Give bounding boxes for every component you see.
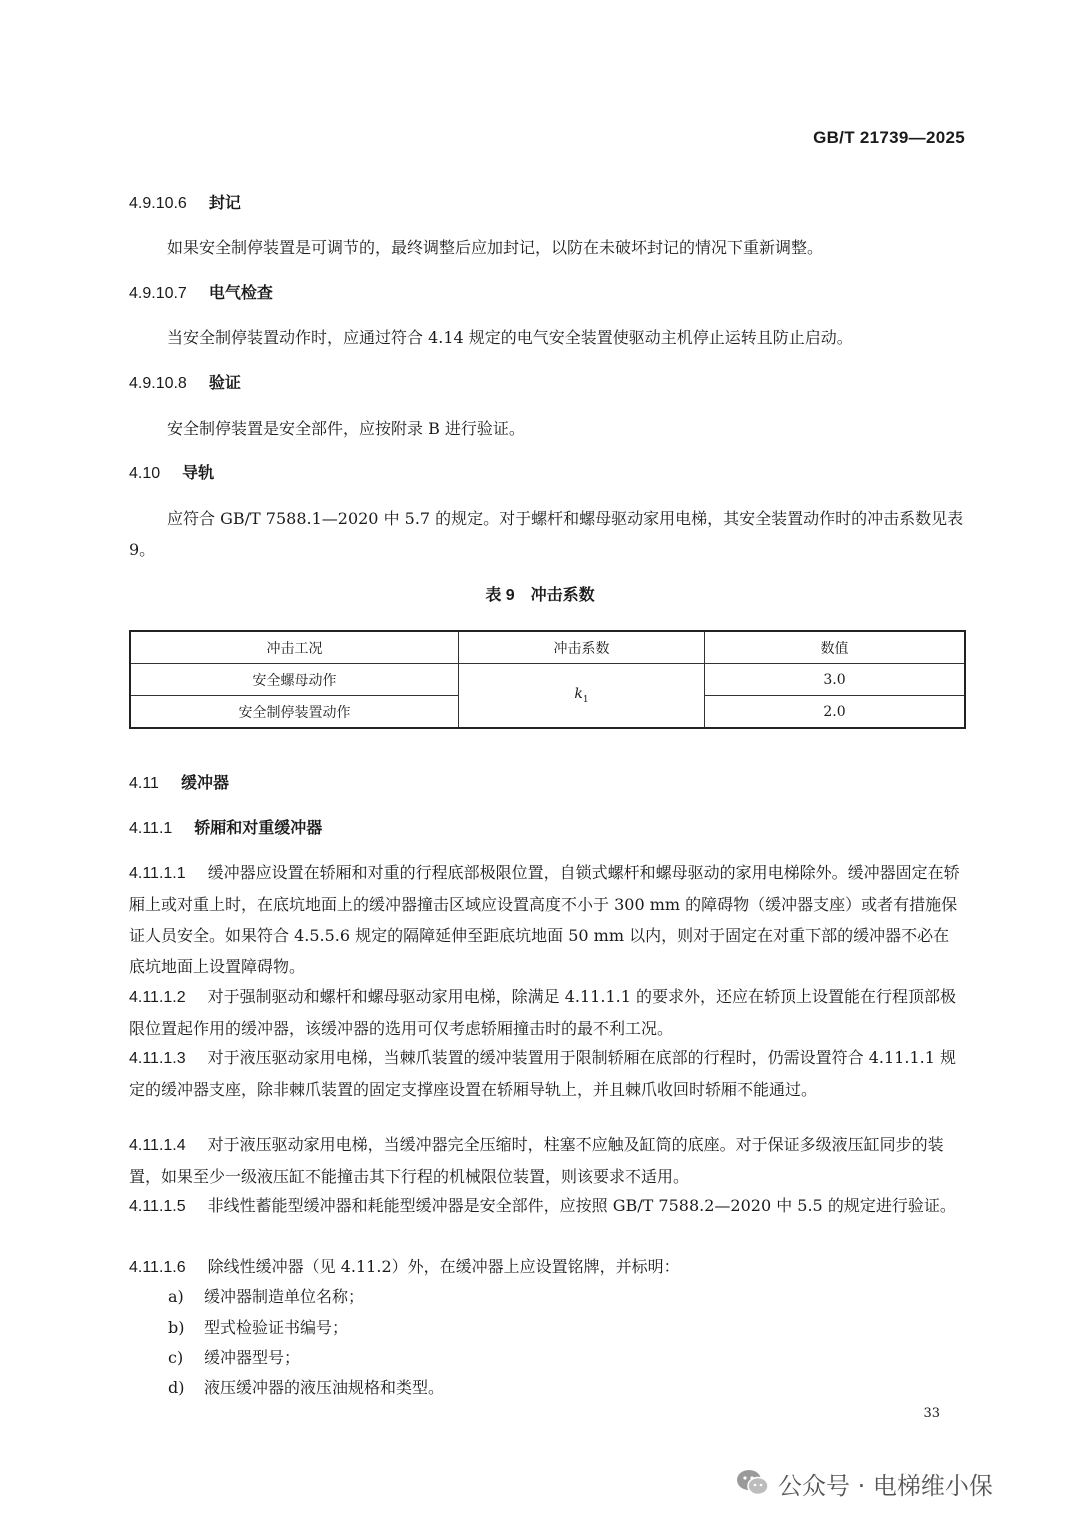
section-number: 4.9.10.8 [129,375,187,392]
heading-4-9-10-6 [129,193,241,215]
section-number: 4.11.1 [129,820,173,837]
heading-4-9-10-8 [129,373,241,395]
clause-4-11-1-3 [129,1042,965,1105]
clause-4-11-1-5 [129,1190,965,1222]
table-cell: 安全螺母动作 [130,664,459,696]
clause-4-11-1-1 [129,857,965,982]
wechat-icon [736,1468,770,1498]
standard-code: GB/T 21739—2025 [813,128,965,147]
clause-number: 4.11.1.4 [129,1137,186,1154]
table-header-row [130,631,965,664]
section-title: 电气检查 [208,285,273,302]
list-marker: d) [168,1378,185,1397]
heading-4-9-10-7 [129,283,273,305]
clause-4-11-1-4 [129,1129,965,1192]
section-title: 缓冲器 [180,775,229,792]
list-text: 缓冲器制造单位名称； [204,1287,365,1306]
clause-4-11-1-2 [129,981,965,1044]
section-number: 4.9.10.6 [129,195,187,212]
column-header: 冲击系数 [459,631,705,664]
clause-number: 4.11.1.1 [129,865,186,882]
list-item [168,1316,348,1340]
clause-text: 对于液压驱动家用电梯，当缓冲器完全压缩时，柱塞不应触及缸筒的底座。对于保证多级液压缸同步的装置，如果至少一级液压缸不能撞击其下行程的机械限位装置，则该要求不适用。 [129,1135,944,1186]
clause-text: 非线性蓄能型缓冲器和耗能型缓冲器是安全部件，应按照 GB/T 7588.2—2020 中 5.5 的规定进行验证。 [207,1196,956,1215]
clause-4-11-1-6 [129,1251,965,1283]
table-cell: 安全制停装置动作 [130,696,459,729]
heading-4-11-1 [129,818,322,840]
page-number: 33 [923,1406,940,1421]
table-cell: 2.0 [705,696,966,729]
list-marker: a) [168,1287,184,1306]
paragraph-4-9-10-6: 如果安全制停装置是可调节的，最终调整后应加封记，以防在未破坏封记的情况下重新调整。 [167,238,824,257]
paragraph-4-10: 应符合 GB/T 7588.1—2020 中 5.7 的规定。对于螺杆和螺母驱动家用电梯，其安全装置动作时的冲击系数见表 9。 [129,509,964,559]
clause-number: 4.11.1.6 [129,1259,186,1276]
section-number: 4.11 [129,775,159,792]
section-title: 验证 [208,375,241,392]
section-number: 4.10 [129,465,161,482]
coefficient-symbol: k [574,686,583,703]
table-row [130,664,965,696]
paragraph-4-9-10-8: 安全制停装置是安全部件，应按附录 B 进行验证。 [167,419,525,438]
clause-number: 4.11.1.2 [129,989,186,1006]
clause-number: 4.11.1.3 [129,1050,186,1067]
paragraph-4-9-10-7: 当安全制停装置动作时，应通过符合 4.14 规定的电气安全装置使驱动主机停止运转且防止启动。 [167,328,853,347]
list-text: 型式检验证书编号； [204,1318,349,1337]
section-title: 封记 [208,195,241,212]
heading-4-10 [129,463,214,485]
list-text: 液压缓冲器的液压油规格和类型。 [204,1378,445,1397]
list-text: 缓冲器型号； [204,1348,301,1367]
clause-text: 对于液压驱动家用电梯，当棘爪装置的缓冲装置用于限制轿厢在底部的行程时，仍需设置符合 4.11.1.1 规定的缓冲器支座，除非棘爪装置的固定支撑座设置在轿厢导轨上，并且棘爪收回时轿厢不能通过。 [129,1048,956,1099]
list-marker: c) [168,1348,184,1367]
column-header: 数值 [705,631,966,664]
column-header: 冲击工况 [130,631,459,664]
clause-text: 缓冲器应设置在轿厢和对重的行程底部极限位置，自锁式螺杆和螺母驱动的家用电梯除外。缓冲器固定在轿厢上或对重上时，在底坑地面上的缓冲器撞击区域应设置高度不小于 300 mm 的障碍物（缓冲器支座）或者有措施保证人员安全。如果符合 4.5.5.6 规定的隔障延伸至距底坑地面 50 mm 以内，则对于固定在对重下部的缓冲器不必在底坑地面上设置障碍物。 [129,863,960,976]
clause-number: 4.11.1.5 [129,1198,186,1215]
heading-4-11 [129,773,229,795]
section-number: 4.9.10.7 [129,285,187,302]
section-title: 导轨 [182,465,215,482]
list-marker: b) [168,1318,185,1337]
impact-coefficient-table [129,630,966,729]
clause-text: 除线性缓冲器（见 4.11.2）外，在缓冲器上应设置铭牌，并标明： [207,1257,680,1276]
watermark [736,1463,993,1503]
coefficient-symbol-cell [459,664,705,729]
table-cell: 3.0 [705,664,966,696]
table-caption: 表 9 冲击系数 [485,587,595,604]
coefficient-subscript: 1 [582,694,589,705]
clause-text: 对于强制驱动和螺杆和螺母驱动家用电梯，除满足 4.11.1.1 的要求外，还应在轿顶上设置能在行程顶部极限位置起作用的缓冲器，该缓冲器的选用可仅考虑轿厢撞击时的最不利工况。 [129,987,956,1038]
list-item [168,1285,364,1309]
section-title: 轿厢和对重缓冲器 [194,820,323,837]
watermark-text: 公众号 · 电梯维小保 [778,1471,993,1500]
list-item [168,1376,444,1400]
list-item [168,1346,300,1370]
